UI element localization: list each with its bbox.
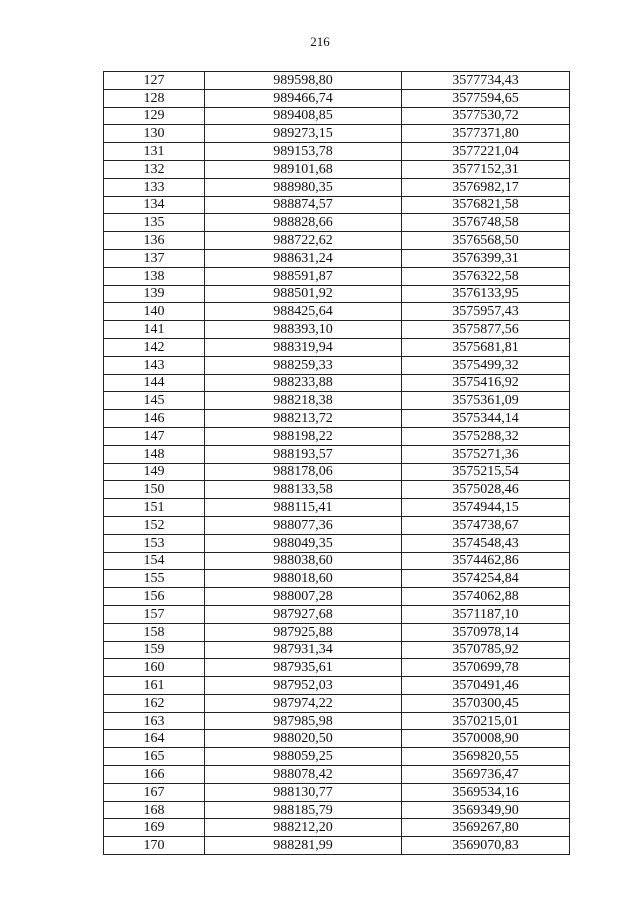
table-row bbox=[104, 427, 570, 445]
y-coordinate-cell: 3577530,72 bbox=[402, 107, 570, 125]
point-number-cell: 159 bbox=[104, 641, 205, 659]
y-coordinate-cell: 3574462,86 bbox=[402, 552, 570, 570]
y-coordinate-cell: 3570491,46 bbox=[402, 677, 570, 695]
point-number-cell: 155 bbox=[104, 570, 205, 588]
x-coordinate-cell: 987931,34 bbox=[205, 641, 402, 659]
table-row bbox=[104, 819, 570, 837]
coordinates-table-body bbox=[104, 72, 570, 855]
x-coordinate-cell: 988591,87 bbox=[205, 267, 402, 285]
point-number-cell: 140 bbox=[104, 303, 205, 321]
y-coordinate-cell: 3575416,92 bbox=[402, 374, 570, 392]
y-coordinate-cell: 3575215,54 bbox=[402, 463, 570, 481]
y-coordinate-cell: 3574548,43 bbox=[402, 534, 570, 552]
table-row bbox=[104, 356, 570, 374]
y-coordinate-cell: 3575271,36 bbox=[402, 445, 570, 463]
coordinates-table bbox=[103, 71, 570, 855]
y-coordinate-cell: 3569534,16 bbox=[402, 783, 570, 801]
x-coordinate-cell: 988185,79 bbox=[205, 801, 402, 819]
y-coordinate-cell: 3577734,43 bbox=[402, 72, 570, 90]
table-row bbox=[104, 445, 570, 463]
x-coordinate-cell: 988198,22 bbox=[205, 427, 402, 445]
y-coordinate-cell: 3575877,56 bbox=[402, 321, 570, 339]
x-coordinate-cell: 989273,15 bbox=[205, 125, 402, 143]
x-coordinate-cell: 988874,57 bbox=[205, 196, 402, 214]
point-number-cell: 136 bbox=[104, 232, 205, 250]
x-coordinate-cell: 989153,78 bbox=[205, 143, 402, 161]
y-coordinate-cell: 3575681,81 bbox=[402, 338, 570, 356]
x-coordinate-cell: 987974,22 bbox=[205, 694, 402, 712]
x-coordinate-cell: 988281,99 bbox=[205, 837, 402, 855]
point-number-cell: 147 bbox=[104, 427, 205, 445]
table-row bbox=[104, 730, 570, 748]
table-row bbox=[104, 232, 570, 250]
point-number-cell: 127 bbox=[104, 72, 205, 90]
y-coordinate-cell: 3575288,32 bbox=[402, 427, 570, 445]
x-coordinate-cell: 988218,38 bbox=[205, 392, 402, 410]
page-number: 216 bbox=[310, 34, 330, 49]
point-number-cell: 131 bbox=[104, 143, 205, 161]
table-row bbox=[104, 143, 570, 161]
table-row bbox=[104, 285, 570, 303]
table-row bbox=[104, 748, 570, 766]
point-number-cell: 142 bbox=[104, 338, 205, 356]
y-coordinate-cell: 3576821,58 bbox=[402, 196, 570, 214]
x-coordinate-cell: 988077,36 bbox=[205, 516, 402, 534]
table-row bbox=[104, 72, 570, 90]
table-row bbox=[104, 160, 570, 178]
x-coordinate-cell: 989408,85 bbox=[205, 107, 402, 125]
point-number-cell: 158 bbox=[104, 623, 205, 641]
table-row bbox=[104, 783, 570, 801]
x-coordinate-cell: 988020,50 bbox=[205, 730, 402, 748]
point-number-cell: 150 bbox=[104, 481, 205, 499]
table-row bbox=[104, 125, 570, 143]
point-number-cell: 141 bbox=[104, 321, 205, 339]
table-row bbox=[104, 516, 570, 534]
point-number-cell: 170 bbox=[104, 837, 205, 855]
x-coordinate-cell: 987935,61 bbox=[205, 659, 402, 677]
x-coordinate-cell: 987925,88 bbox=[205, 623, 402, 641]
y-coordinate-cell: 3575344,14 bbox=[402, 410, 570, 428]
table-row bbox=[104, 196, 570, 214]
y-coordinate-cell: 3574944,15 bbox=[402, 499, 570, 517]
x-coordinate-cell: 989101,68 bbox=[205, 160, 402, 178]
y-coordinate-cell: 3576399,31 bbox=[402, 249, 570, 267]
y-coordinate-cell: 3570699,78 bbox=[402, 659, 570, 677]
point-number-cell: 138 bbox=[104, 267, 205, 285]
table-row bbox=[104, 694, 570, 712]
y-coordinate-cell: 3569820,55 bbox=[402, 748, 570, 766]
point-number-cell: 132 bbox=[104, 160, 205, 178]
table-row bbox=[104, 374, 570, 392]
point-number-cell: 129 bbox=[104, 107, 205, 125]
x-coordinate-cell: 988319,94 bbox=[205, 338, 402, 356]
table-row bbox=[104, 766, 570, 784]
x-coordinate-cell: 988631,24 bbox=[205, 249, 402, 267]
table-row bbox=[104, 481, 570, 499]
x-coordinate-cell: 988049,35 bbox=[205, 534, 402, 552]
table-row bbox=[104, 641, 570, 659]
table-row bbox=[104, 712, 570, 730]
y-coordinate-cell: 3569349,90 bbox=[402, 801, 570, 819]
table-row bbox=[104, 107, 570, 125]
point-number-cell: 169 bbox=[104, 819, 205, 837]
x-coordinate-cell: 988393,10 bbox=[205, 321, 402, 339]
y-coordinate-cell: 3569070,83 bbox=[402, 837, 570, 855]
point-number-cell: 153 bbox=[104, 534, 205, 552]
x-coordinate-cell: 988980,35 bbox=[205, 178, 402, 196]
y-coordinate-cell: 3576133,95 bbox=[402, 285, 570, 303]
point-number-cell: 152 bbox=[104, 516, 205, 534]
table-row bbox=[104, 588, 570, 606]
y-coordinate-cell: 3570215,01 bbox=[402, 712, 570, 730]
x-coordinate-cell: 988133,58 bbox=[205, 481, 402, 499]
point-number-cell: 139 bbox=[104, 285, 205, 303]
x-coordinate-cell: 988212,20 bbox=[205, 819, 402, 837]
x-coordinate-cell: 988130,77 bbox=[205, 783, 402, 801]
point-number-cell: 154 bbox=[104, 552, 205, 570]
table-row bbox=[104, 534, 570, 552]
y-coordinate-cell: 3569267,80 bbox=[402, 819, 570, 837]
point-number-cell: 130 bbox=[104, 125, 205, 143]
x-coordinate-cell: 988828,66 bbox=[205, 214, 402, 232]
y-coordinate-cell: 3570008,90 bbox=[402, 730, 570, 748]
point-number-cell: 143 bbox=[104, 356, 205, 374]
table-row bbox=[104, 623, 570, 641]
x-coordinate-cell: 988425,64 bbox=[205, 303, 402, 321]
table-row bbox=[104, 552, 570, 570]
point-number-cell: 135 bbox=[104, 214, 205, 232]
x-coordinate-cell: 988078,42 bbox=[205, 766, 402, 784]
y-coordinate-cell: 3577371,80 bbox=[402, 125, 570, 143]
point-number-cell: 165 bbox=[104, 748, 205, 766]
point-number-cell: 144 bbox=[104, 374, 205, 392]
x-coordinate-cell: 987952,03 bbox=[205, 677, 402, 695]
y-coordinate-cell: 3570300,45 bbox=[402, 694, 570, 712]
point-number-cell: 133 bbox=[104, 178, 205, 196]
x-coordinate-cell: 988193,57 bbox=[205, 445, 402, 463]
table-row bbox=[104, 249, 570, 267]
y-coordinate-cell: 3574738,67 bbox=[402, 516, 570, 534]
table-row bbox=[104, 570, 570, 588]
table-row bbox=[104, 410, 570, 428]
point-number-cell: 151 bbox=[104, 499, 205, 517]
point-number-cell: 163 bbox=[104, 712, 205, 730]
point-number-cell: 160 bbox=[104, 659, 205, 677]
y-coordinate-cell: 3570978,14 bbox=[402, 623, 570, 641]
x-coordinate-cell: 989598,80 bbox=[205, 72, 402, 90]
y-coordinate-cell: 3576568,50 bbox=[402, 232, 570, 250]
y-coordinate-cell: 3576322,58 bbox=[402, 267, 570, 285]
x-coordinate-cell: 988115,41 bbox=[205, 499, 402, 517]
y-coordinate-cell: 3575028,46 bbox=[402, 481, 570, 499]
y-coordinate-cell: 3569736,47 bbox=[402, 766, 570, 784]
point-number-cell: 167 bbox=[104, 783, 205, 801]
point-number-cell: 134 bbox=[104, 196, 205, 214]
table-row bbox=[104, 321, 570, 339]
table-row bbox=[104, 338, 570, 356]
y-coordinate-cell: 3570785,92 bbox=[402, 641, 570, 659]
table-row bbox=[104, 89, 570, 107]
y-coordinate-cell: 3576748,58 bbox=[402, 214, 570, 232]
y-coordinate-cell: 3577152,31 bbox=[402, 160, 570, 178]
point-number-cell: 156 bbox=[104, 588, 205, 606]
y-coordinate-cell: 3574062,88 bbox=[402, 588, 570, 606]
x-coordinate-cell: 987927,68 bbox=[205, 605, 402, 623]
x-coordinate-cell: 988038,60 bbox=[205, 552, 402, 570]
table-row bbox=[104, 499, 570, 517]
point-number-cell: 168 bbox=[104, 801, 205, 819]
table-row bbox=[104, 392, 570, 410]
point-number-cell: 146 bbox=[104, 410, 205, 428]
table-row bbox=[104, 659, 570, 677]
y-coordinate-cell: 3576982,17 bbox=[402, 178, 570, 196]
x-coordinate-cell: 988501,92 bbox=[205, 285, 402, 303]
table-row bbox=[104, 214, 570, 232]
y-coordinate-cell: 3574254,84 bbox=[402, 570, 570, 588]
y-coordinate-cell: 3575361,09 bbox=[402, 392, 570, 410]
point-number-cell: 148 bbox=[104, 445, 205, 463]
point-number-cell: 128 bbox=[104, 89, 205, 107]
table-row bbox=[104, 303, 570, 321]
y-coordinate-cell: 3571187,10 bbox=[402, 605, 570, 623]
table-row bbox=[104, 801, 570, 819]
x-coordinate-cell: 987985,98 bbox=[205, 712, 402, 730]
table-row bbox=[104, 837, 570, 855]
table-row bbox=[104, 677, 570, 695]
x-coordinate-cell: 988259,33 bbox=[205, 356, 402, 374]
table-row bbox=[104, 605, 570, 623]
x-coordinate-cell: 988007,28 bbox=[205, 588, 402, 606]
x-coordinate-cell: 988722,62 bbox=[205, 232, 402, 250]
table-row bbox=[104, 463, 570, 481]
y-coordinate-cell: 3575957,43 bbox=[402, 303, 570, 321]
point-number-cell: 157 bbox=[104, 605, 205, 623]
y-coordinate-cell: 3575499,32 bbox=[402, 356, 570, 374]
table-row bbox=[104, 178, 570, 196]
point-number-cell: 166 bbox=[104, 766, 205, 784]
y-coordinate-cell: 3577594,65 bbox=[402, 89, 570, 107]
x-coordinate-cell: 988059,25 bbox=[205, 748, 402, 766]
table-row bbox=[104, 267, 570, 285]
point-number-cell: 161 bbox=[104, 677, 205, 695]
point-number-cell: 137 bbox=[104, 249, 205, 267]
x-coordinate-cell: 988213,72 bbox=[205, 410, 402, 428]
point-number-cell: 149 bbox=[104, 463, 205, 481]
point-number-cell: 164 bbox=[104, 730, 205, 748]
x-coordinate-cell: 988233,88 bbox=[205, 374, 402, 392]
x-coordinate-cell: 988178,06 bbox=[205, 463, 402, 481]
y-coordinate-cell: 3577221,04 bbox=[402, 143, 570, 161]
point-number-cell: 162 bbox=[104, 694, 205, 712]
x-coordinate-cell: 989466,74 bbox=[205, 89, 402, 107]
x-coordinate-cell: 988018,60 bbox=[205, 570, 402, 588]
point-number-cell: 145 bbox=[104, 392, 205, 410]
